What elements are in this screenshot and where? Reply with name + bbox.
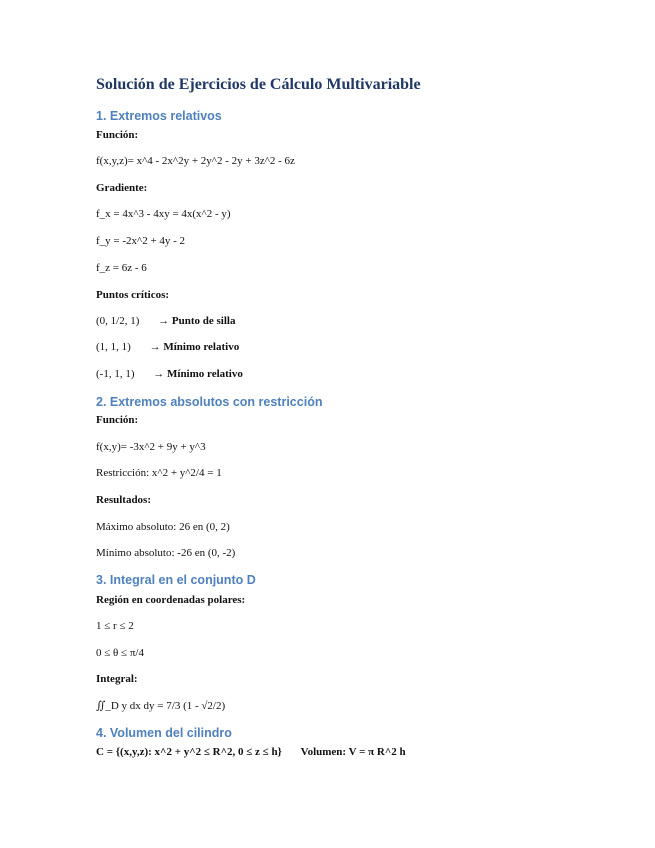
s1-fz: f_z = 6z - 6 [96, 262, 147, 274]
document-title: Solución de Ejercicios de Cálculo Multivariable [96, 76, 421, 93]
s2-maximo: Máximo absoluto: 26 en (0, 2) [96, 521, 230, 533]
point-3-result: → Mínimo relativo [153, 368, 243, 380]
s1-funcion: f(x,y,z)= x^4 - 2x^2y + 2y^2 - 2y + 3z^2 - 6z [96, 155, 295, 167]
s2-funcion-label: Función: [96, 414, 139, 426]
s1-funcion-label: Función: [96, 129, 139, 141]
s2-minimo: Mínimo absoluto: -26 en (0, -2) [96, 547, 236, 559]
s1-fy: f_y = -2x^2 + 4y - 2 [96, 235, 186, 247]
s2-restriccion: Restricción: x^2 + y^2/4 = 1 [96, 467, 222, 479]
s3-integral: ∬_D y dx dy = 7/3 (1 - √2/2) [96, 700, 226, 712]
s4-line [96, 746, 406, 758]
s1-fx: f_x = 4x^3 - 4xy = 4x(x^2 - y) [96, 208, 231, 220]
point-1-coords: (0, 1/2, 1) [96, 315, 140, 327]
section-4-heading: 4. Volumen del cilindro [96, 726, 232, 740]
point-3-coords: (-1, 1, 1) [96, 368, 135, 380]
s1-point-3 [96, 368, 243, 380]
s1-puntos-label: Puntos críticos: [96, 289, 170, 301]
section-2-heading: 2. Extremos absolutos con restricción [96, 395, 323, 409]
s3-region-label: Región en coordenadas polares: [96, 594, 246, 606]
s3-theta-range: 0 ≤ θ ≤ π/4 [96, 647, 144, 659]
s3-integral-label: Integral: [96, 673, 138, 685]
s2-funcion: f(x,y)= -3x^2 + 9y + y^3 [96, 441, 206, 453]
point-1-result: → Punto de silla [158, 315, 236, 327]
section-3-heading: 3. Integral en el conjunto D [96, 573, 256, 587]
s2-resultados-label: Resultados: [96, 494, 152, 506]
s4-conjunto: C = {(x,y,z): x^2 + y^2 ≤ R^2, 0 ≤ z ≤ h} [96, 746, 282, 758]
s1-gradiente-label: Gradiente: [96, 182, 148, 194]
section-1-heading: 1. Extremos relativos [96, 109, 222, 123]
s1-point-1 [96, 315, 235, 327]
point-2-result: → Mínimo relativo [149, 341, 240, 353]
point-2-coords: (1, 1, 1) [96, 341, 131, 353]
s3-r-range: 1 ≤ r ≤ 2 [96, 620, 134, 632]
s4-volumen: Volumen: V = π R^2 h [300, 746, 406, 758]
s1-point-2 [96, 341, 239, 353]
